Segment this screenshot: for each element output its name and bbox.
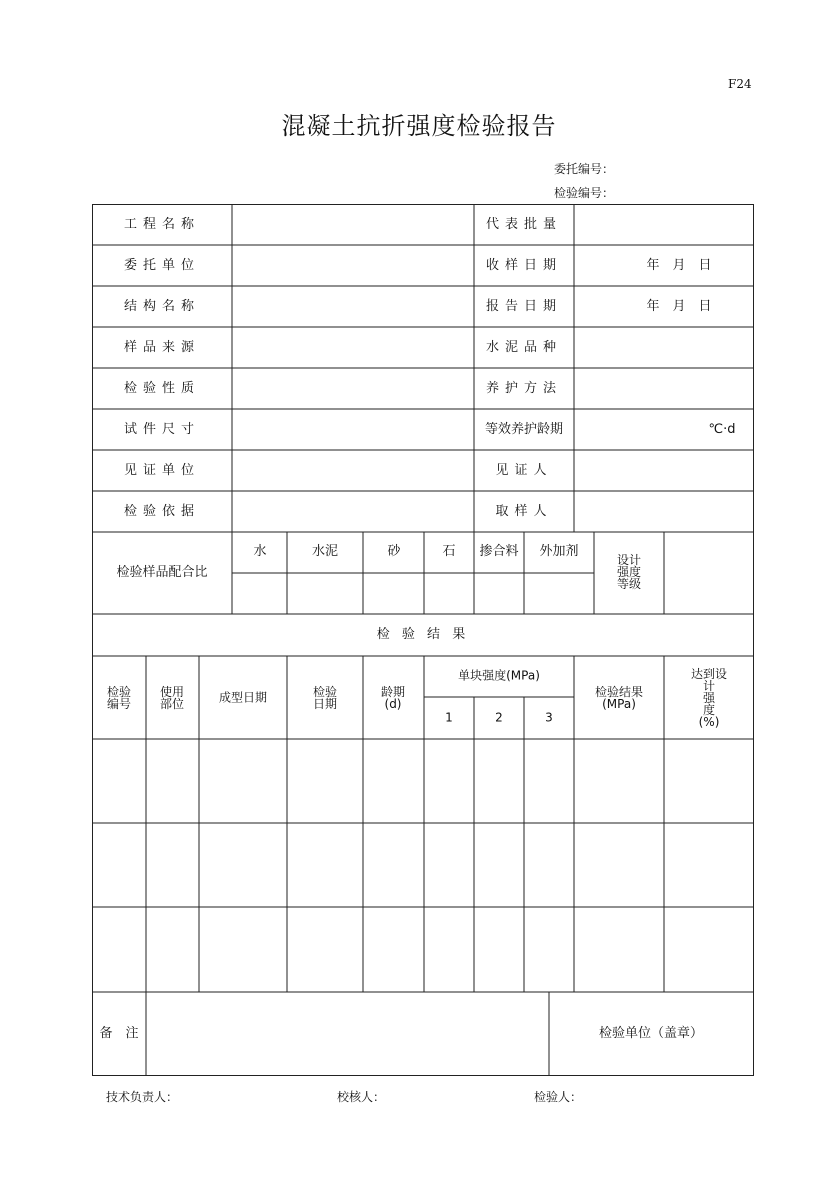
label-commissioning-unit: 委托单位 <box>123 258 201 274</box>
mix-col-sand: 砂 <box>387 544 401 560</box>
results-section-title: 检 验 结 果 <box>376 627 470 643</box>
label-test-nature: 检验性质 <box>123 381 201 397</box>
footer-tech-lead: 技术负责人： <box>106 1090 179 1104</box>
header-strength-2: 2 <box>495 710 503 725</box>
value-equivalent-curing-age-unit: ℃·d <box>708 422 736 438</box>
header-test-date: 检验 日期 <box>312 685 338 711</box>
label-sampler: 取样人 <box>495 504 553 520</box>
header-design-strength-pct: 达到设计 强 度 (%) <box>690 667 740 729</box>
label-test-unit-stamp: 检验单位（盖章） <box>598 1026 704 1042</box>
mix-col-cement: 水泥 <box>311 544 339 560</box>
footer-inspector: 检验人： <box>534 1090 583 1104</box>
label-witness: 见证人 <box>495 463 553 479</box>
footer-reviewer: 校核人： <box>337 1090 386 1104</box>
label-batch-quantity: 代表批量 <box>485 217 563 233</box>
label-curing-method: 养护方法 <box>485 381 563 397</box>
header-age-days: 龄期 (d) <box>380 685 406 711</box>
label-test-basis: 检验依据 <box>123 504 201 520</box>
header-single-strength: 单块强度(MPa) <box>458 668 540 683</box>
commission-no-label: 委托编号： <box>554 162 615 176</box>
header-test-no: 检验 编号 <box>106 685 132 711</box>
page-title: 混凝土抗折强度检验报告 <box>281 112 557 140</box>
label-equivalent-curing-age: 等效养护龄期 <box>484 422 564 438</box>
mix-col-stone: 石 <box>442 544 456 560</box>
label-design-strength-grade: 设计 强度 等级 <box>616 553 642 591</box>
header-molding-date: 成型日期 <box>218 690 268 705</box>
header-strength-3: 3 <box>545 710 553 725</box>
label-sample-source: 样品来源 <box>123 340 201 356</box>
label-report-date: 报告日期 <box>485 299 563 315</box>
label-sample-received-date: 收样日期 <box>485 258 563 274</box>
label-remarks: 备 注 <box>99 1026 139 1042</box>
label-specimen-size: 试件尺寸 <box>123 422 201 438</box>
label-project-name: 工程名称 <box>123 217 201 233</box>
value-sample-received-date: 年 月 日 <box>646 258 712 274</box>
mix-col-additive: 外加剂 <box>539 544 579 560</box>
form-code: F24 <box>728 77 752 91</box>
mix-col-water: 水 <box>253 544 267 560</box>
label-cement-type: 水泥品种 <box>485 340 563 356</box>
header-test-result: 检验结果 (MPa) <box>594 685 644 711</box>
report-table <box>92 204 754 1076</box>
label-structure-name: 结构名称 <box>123 299 201 315</box>
label-witness-unit: 见证单位 <box>123 463 201 479</box>
header-usage-part: 使用 部位 <box>159 685 185 711</box>
value-report-date: 年 月 日 <box>646 299 712 315</box>
mix-col-admixture-mineral: 掺合料 <box>479 544 519 560</box>
label-mix-ratio: 检验样品配合比 <box>116 565 208 581</box>
test-no-label: 检验编号： <box>554 186 615 200</box>
header-strength-1: 1 <box>445 710 453 725</box>
